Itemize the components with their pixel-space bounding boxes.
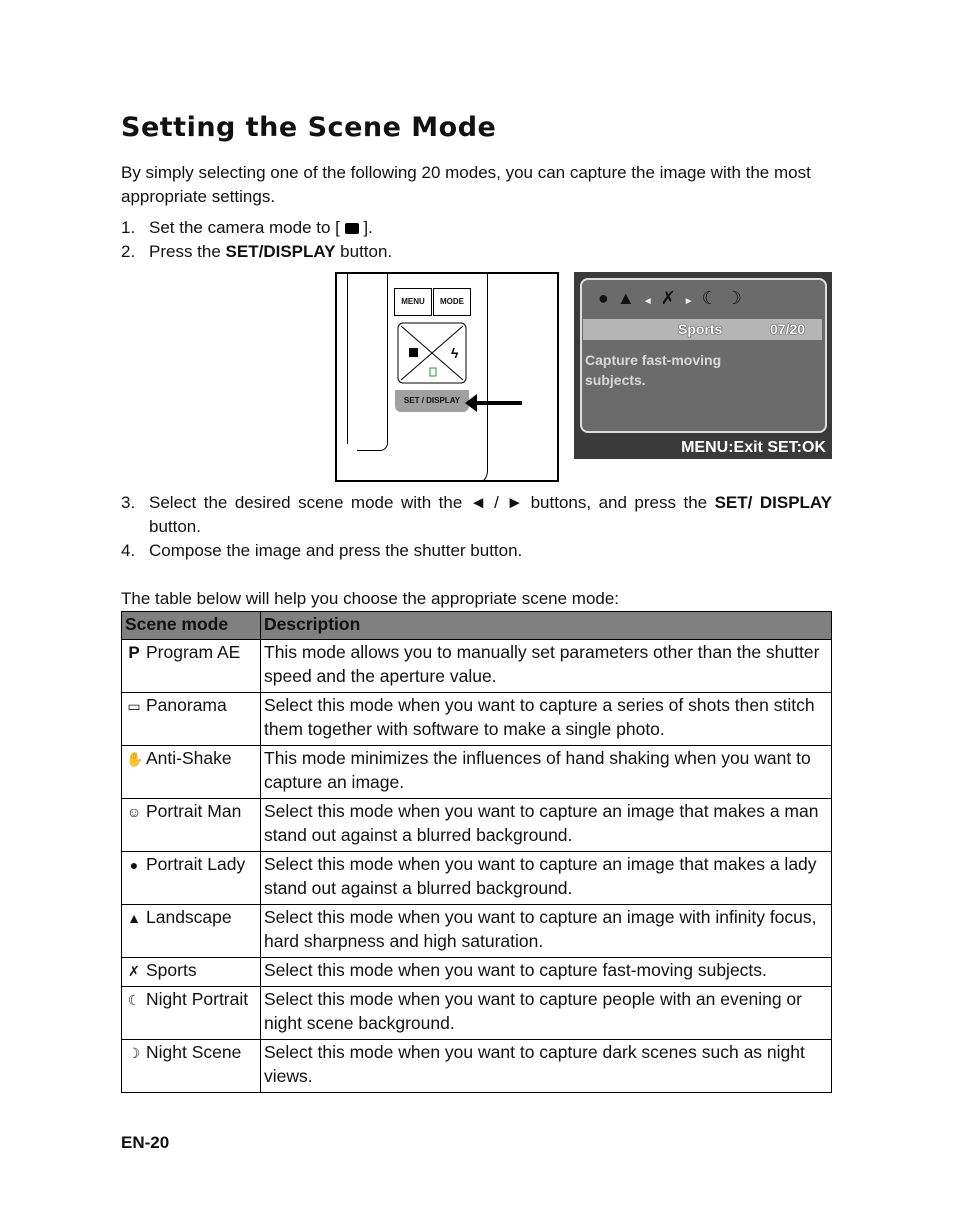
table-intro: The table below will help you choose the appropriate scene mode: [121,589,620,608]
table-row [122,987,832,1040]
scene-mode-icon: P [128,643,140,662]
four-way-pad [397,322,467,384]
scene-mode-description: Select this mode when you want to capture a series of shots then stitch them together with software to make a single photo. [261,693,832,746]
lcd-counter: 07/20 [770,321,806,337]
scene-mode-description: Select this mode when you want to capture an image that makes a lady stand out against a blurred background. [261,852,832,905]
mode-button: MODE [433,288,471,316]
step-2: 2. Press the SET/DISPLAY button. [121,242,393,261]
table-header-row: Scene mode Description [122,612,832,640]
intro-text: By simply selecting one of the following 20 modes, you can capture the image with the most appropriate settings. [121,163,811,206]
menu-button: MENU [394,288,432,316]
table-row [122,1040,832,1093]
scene-mode-name: Anti-Shake [146,748,232,768]
lcd-screen [574,272,832,459]
scene-mode-description: Select this mode when you want to capture dark scenes such as night views. [261,1040,832,1093]
scene-mode-name: Night Portrait [146,989,249,1009]
table-row [122,905,832,958]
scene-mode-name: Night Scene [146,1042,242,1062]
scene-mode-name: Portrait Man [146,801,242,821]
scene-mode-icon: ▭ [127,698,141,714]
scene-mode-icon: ● [129,857,139,873]
table-row [122,799,832,852]
table-row [122,852,832,905]
scene-mode-name: Panorama [146,695,227,715]
scene-mode-description: Select this mode when you want to capture fast-moving subjects. [261,958,832,987]
scene-mode-icon: ✗ [128,963,140,979]
scene-mode-name: Sports [146,960,197,980]
scene-mode-description: Select this mode when you want to capture an image with infinity focus, hard sharpness and high saturation. [261,905,832,958]
table-row [122,640,832,693]
arrow-icon [472,401,522,405]
scene-mode-name: Landscape [146,907,232,927]
step-4: 4. Compose the image and press the shutter button. [121,541,523,560]
page-number: EN-20 [121,1133,170,1152]
scene-mode-description: Select this mode when you want to capture people with an evening or night scene background. [261,987,832,1040]
table-row [122,746,832,799]
scene-mode-icon: ☾ [127,992,141,1008]
step-3: 3. Select the desired scene mode with the ◄ / ► buttons, and press the SET/ DISPLAY button. [121,493,832,536]
lcd-footer: MENU:Exit SET:OK [681,439,826,456]
camera-icon [345,223,359,234]
table-row [122,693,832,746]
scene-mode-icon: ☽ [127,1045,141,1061]
scene-mode-icon: ▲ [127,910,141,926]
page-title: Setting the Scene Mode [121,112,497,143]
scene-icons-strip: ●▲◄✗►☾☽ [598,288,750,308]
step-1: 1. Set the camera mode to [ ]. [121,218,373,237]
scene-mode-name: Program AE [146,642,241,662]
scene-mode-description: Select this mode when you want to capture an image that makes a man stand out against a blurred background. [261,799,832,852]
set-display-button: SET / DISPLAY [395,390,469,412]
table-row [122,958,832,987]
scene-mode-description: This mode allows you to manually set parameters other than the shutter speed and the aperture value. [261,640,832,693]
scene-mode-description: This mode minimizes the influences of hand shaking when you want to capture an image. [261,746,832,799]
camera-back-illustration [335,272,559,482]
scene-mode-icon: ☺ [126,804,142,820]
lcd-description: Capture fast-moving subjects. [585,352,722,388]
scene-mode-icon: ✋ [126,751,144,767]
lcd-mode-name: Sports [678,321,723,337]
svg-text:ϟ: ϟ [451,345,459,361]
scene-mode-table [121,611,832,1093]
scene-mode-name: Portrait Lady [146,854,246,874]
